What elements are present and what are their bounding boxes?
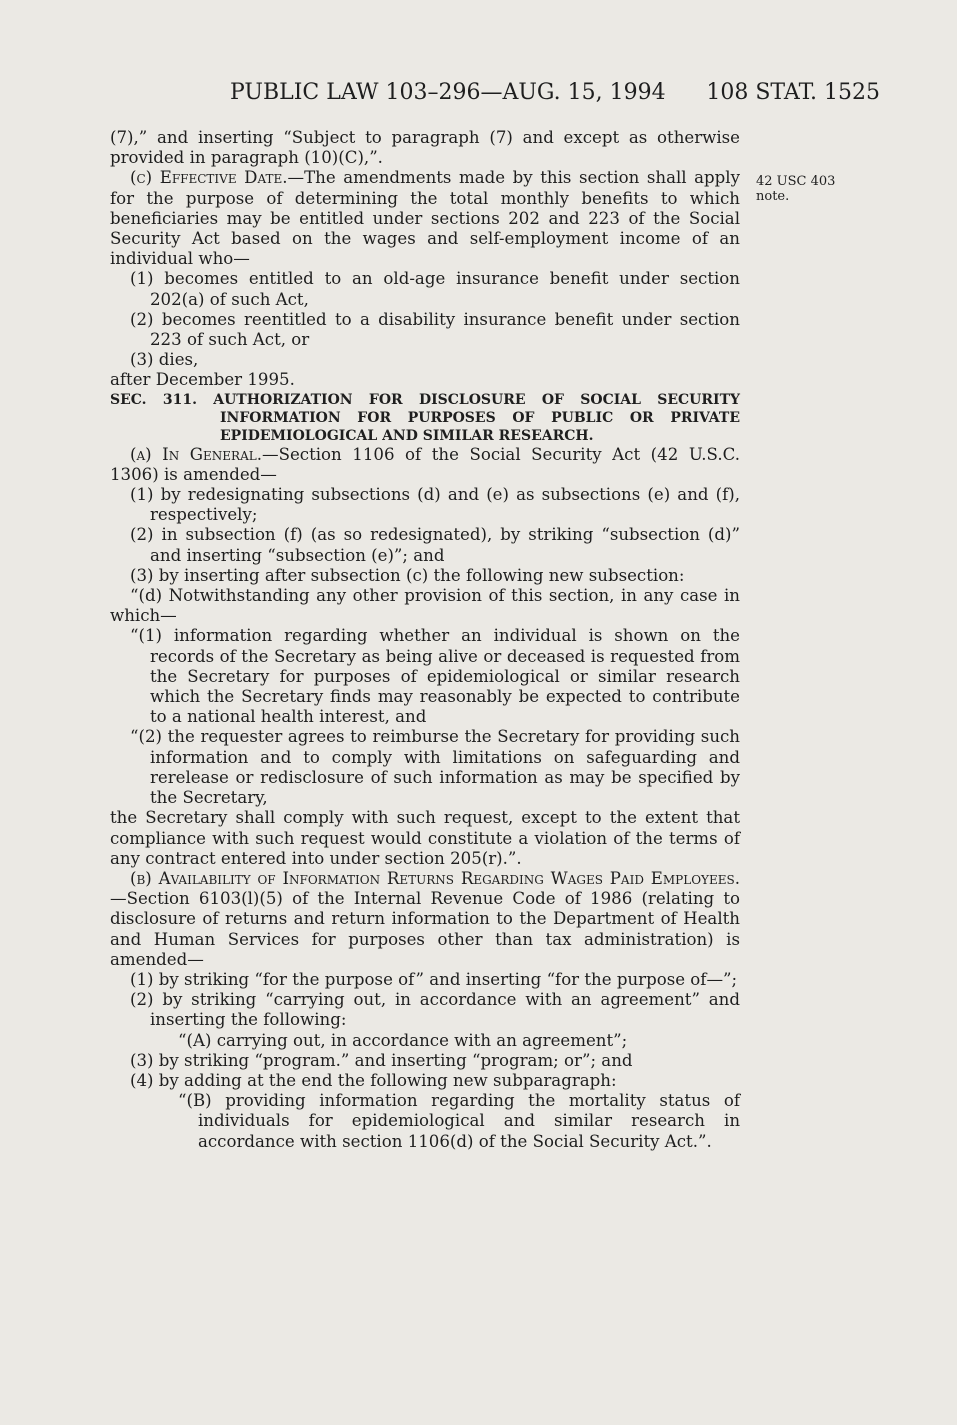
list-item: (2) by striking “carrying out, in accordance with an agreement” and inserting the following: (130, 990, 740, 1030)
margin-note-citation: 42 USC 403 (756, 174, 836, 189)
public-law-heading: PUBLIC LAW 103–296—AUG. 15, 1994 (230, 80, 666, 105)
list-item: (3) by striking “program.” and inserting “program; or”; and (130, 1050, 633, 1070)
paragraph-in-general (110, 445, 740, 485)
subsection-heading: (a) In General. (130, 444, 262, 464)
list-item: (1) by redesignating subsections (d) and (e) as subsections (e) and (f), respectively; (130, 485, 740, 525)
quoted-list-item: “(1) information regarding whether an individual is shown on the records of the Secretary as being alive or deceased is requested from the Secretary for purposes of epidemiological or similar research which the Secretary finds may reasonably be expected to contribute to a national health interest, and (130, 626, 740, 727)
document-body (110, 128, 740, 1152)
list-item: (1) becomes entitled to an old-age insurance benefit under section 202(a) of such Act, (130, 269, 740, 309)
list-item: (4) by adding at the end the following new subparagraph: (130, 1070, 617, 1090)
quoted-list-item: “(B) providing information regarding the mortality status of individuals for epidemiological and similar research in accordance with section 1106(d) of the Social Security Act.”. (178, 1091, 740, 1151)
page-header (110, 80, 880, 112)
paragraph-effective-date (110, 168, 740, 269)
paragraph: the Secretary shall comply with such request, except to the extent that compliance with such request would constitute a violation of the terms of any contract entered into under section 205(r).”. (110, 808, 740, 868)
list-item: (1) by striking “for the purpose of” and inserting “for the purpose of—”; (130, 969, 738, 989)
paragraph-availability (110, 869, 740, 970)
paragraph-text: —Section 1106 of the Social Security Act (42 U.S.C. 1306) is amended— (110, 444, 740, 484)
paragraph-text: —The amendments made by this section shall apply for the purpose of determining the total monthly benefits to which beneficiaries may be entitled under sections 202 and 223 of the Social Security Act based on the wages and self-employment income of an individual who— (110, 168, 740, 269)
paragraph-text: —Section 6103(l)(5) of the Internal Revenue Code of 1986 (relating to disclosure of returns and return information to the Department of Health and Human Services for purposes other than tax administration) is amended— (110, 889, 740, 969)
statute-page-number: 108 STAT. 1525 (706, 80, 880, 105)
paragraph: (7),” and inserting “Subject to paragraph (7) and except as otherwise provided in paragraph (10)(C),”. (110, 128, 740, 168)
list-item: (2) becomes reentitled to a disability insurance benefit under section 223 of such Act, or (130, 309, 740, 350)
list-item: (2) in subsection (f) (as so redesignated), by striking “subsection (d)” and inserting “subsection (e)”; and (130, 525, 740, 565)
subsection-heading: (c) Effective Date. (130, 168, 288, 188)
section-heading: SEC. 311. AUTHORIZATION FOR DISCLOSURE OF SOCIAL SECURITY INFORMATION FOR PURPOSES OF PUBLIC OR PRIVATE EPIDEMIOLOGICAL AND SIMILAR RESEARCH. (110, 391, 740, 444)
margin-note-label: note. (756, 189, 790, 204)
list-item: (3) dies, (130, 350, 199, 370)
quoted-list-item: “(A) carrying out, in accordance with an agreement”; (178, 1030, 628, 1050)
list-item: (3) by inserting after subsection (c) the following new subsection: (130, 565, 685, 585)
paragraph: after December 1995. (110, 370, 295, 390)
quoted-list-item: “(2) the requester agrees to reimburse the Secretary for providing such information and to comply with limitations on safeguarding and rerelease or redisclosure of such information as may be specified by the Secretary, (130, 727, 740, 808)
margin-citation-note (756, 174, 866, 204)
subsection-heading: (b) Availability of Information Returns Regarding Wages Paid Employees. (130, 868, 740, 888)
quoted-paragraph: “(d) Notwithstanding any other provision of this section, in any case in which— (110, 586, 740, 626)
